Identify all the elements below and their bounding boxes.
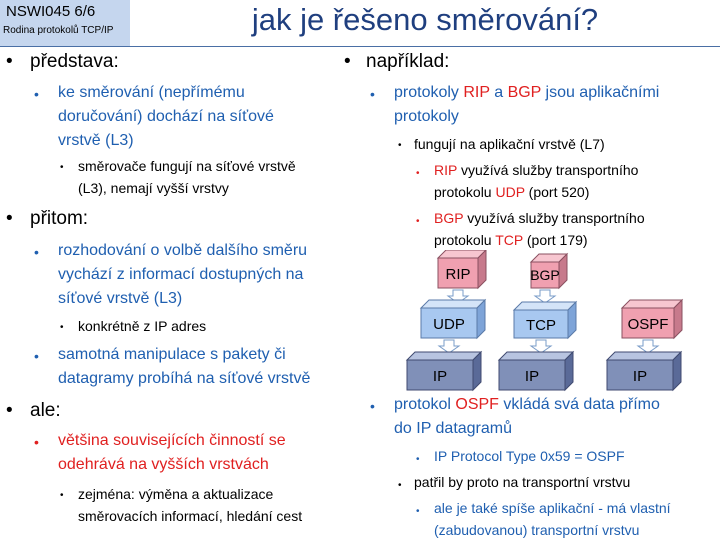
bullet-dot: • xyxy=(416,506,420,517)
text-segment: využívá služby transportního xyxy=(463,210,645,226)
header-badge xyxy=(0,0,130,46)
bullet-dot: • xyxy=(34,244,39,260)
text-line: protokoly xyxy=(394,108,459,125)
page-title: jak je řešeno směrování? xyxy=(251,2,599,37)
tcp-box xyxy=(514,302,576,338)
course-code: NSWI045 6/6 xyxy=(6,3,96,20)
protocol-stack-diagram xyxy=(395,250,695,392)
bgp-box xyxy=(530,254,567,288)
bullet-dot: • xyxy=(370,398,375,414)
bullet-dot: • xyxy=(370,86,375,102)
text-segment: (port 520) xyxy=(524,184,590,200)
bgp-label: BGP xyxy=(434,210,464,226)
text-segment: protokol xyxy=(394,396,456,413)
text-segment: vkládá svá data přímo xyxy=(498,396,660,413)
ospf-box-label: OSPF xyxy=(627,316,669,333)
text-line: směrovače fungují na síťové vrstvě xyxy=(78,158,296,174)
section-title-predstava: představa: xyxy=(30,51,119,72)
text-line: směrovacích informací, hledání cest xyxy=(78,508,303,524)
text-line xyxy=(434,210,645,226)
text-segment: (port 179) xyxy=(522,232,588,248)
ip-box-label: IP xyxy=(432,368,448,385)
text-line xyxy=(434,162,638,178)
text-line: doručování) dochází na síťové xyxy=(58,108,274,125)
text-line: do IP datagramů xyxy=(394,420,513,437)
ip-box xyxy=(607,352,681,390)
bullet-dot: • xyxy=(398,140,402,151)
text-segment: a xyxy=(489,84,508,101)
rip-label: RIP xyxy=(463,84,490,101)
bullet-dot: • xyxy=(6,51,13,72)
course-subtitle: Rodina protokolů TCP/IP xyxy=(3,25,114,36)
udp-box-label: UDP xyxy=(433,316,465,333)
bullet-dot: • xyxy=(416,168,420,179)
bullet-dot: • xyxy=(60,162,64,173)
tcp-box-label: TCP xyxy=(526,317,556,334)
ip-box-label: IP xyxy=(524,368,540,385)
text-segment: protokoly xyxy=(394,84,464,101)
rip-label: RIP xyxy=(434,162,458,178)
bullet-dot: • xyxy=(416,454,420,465)
text-line: (zabudovanou) transportní vrstvu xyxy=(434,522,640,538)
bullet-dot: • xyxy=(34,86,39,102)
text-line: vychází z informací dostupných na xyxy=(58,266,304,283)
ospf-box xyxy=(622,300,682,338)
text-line: samotná manipulace s pakety či xyxy=(58,346,286,363)
title-divider xyxy=(0,46,720,47)
text-line xyxy=(394,84,659,102)
text-segment: protokolu xyxy=(434,232,496,248)
text-line: rozhodování o volbě dalšího směru xyxy=(58,242,308,259)
ip-box xyxy=(407,352,481,390)
text-line: síťové vrstvě (L3) xyxy=(58,290,183,307)
bullet-dot: • xyxy=(6,400,13,421)
section-title-napriklad: například: xyxy=(366,51,450,72)
bullet-dot: • xyxy=(34,434,39,450)
text-segment: využívá služby transportního xyxy=(457,162,639,178)
bullet-dot: • xyxy=(344,51,351,72)
bullet-dot: • xyxy=(60,322,64,333)
tcp-label: TCP xyxy=(495,232,523,248)
text-line: zejména: výměna a aktualizace xyxy=(78,486,274,502)
ospf-label: OSPF xyxy=(455,396,499,413)
bullet-dot: • xyxy=(60,490,64,501)
bullet-dot: • xyxy=(416,216,420,227)
text-line xyxy=(434,232,588,248)
bgp-box-label: BGP xyxy=(530,267,560,283)
ip-box-label: IP xyxy=(632,368,648,385)
text-line xyxy=(394,396,660,414)
udp-label: UDP xyxy=(495,184,525,200)
text-segment: jsou aplikačními xyxy=(541,84,660,101)
text-line: konkrétně z IP adres xyxy=(78,318,207,334)
text-line: odehrává na vyšších vrstvách xyxy=(58,456,269,473)
text-line: ale je také spíše aplikační - má vlastní xyxy=(434,500,671,516)
text-line xyxy=(434,184,589,200)
text-line: (L3), nemají vyšší vrstvy xyxy=(78,180,229,196)
text-line: patřil by proto na transportní vrstvu xyxy=(414,474,631,490)
text-segment: protokolu xyxy=(434,184,496,200)
text-line: vrstvě (L3) xyxy=(58,132,134,149)
udp-box xyxy=(421,300,485,338)
text-line: datagramy probíhá na síťové vrstvě xyxy=(58,370,311,387)
bgp-label: BGP xyxy=(507,84,542,101)
bullet-dot: • xyxy=(6,208,13,229)
text-line: většina souvisejících činností se xyxy=(58,432,286,449)
rip-box-label: RIP xyxy=(445,266,471,283)
text-line: IP Protocol Type 0x59 = OSPF xyxy=(434,448,625,464)
section-title-pritom: přitom: xyxy=(30,208,89,229)
bullet-dot: • xyxy=(398,480,402,491)
ip-box xyxy=(499,352,573,390)
text-line: fungují na aplikační vrstvě (L7) xyxy=(414,136,605,152)
section-title-ale: ale: xyxy=(30,400,61,421)
rip-box xyxy=(438,250,486,288)
bullet-dot: • xyxy=(34,348,39,364)
text-line: ke směrování (nepřímému xyxy=(58,84,245,101)
